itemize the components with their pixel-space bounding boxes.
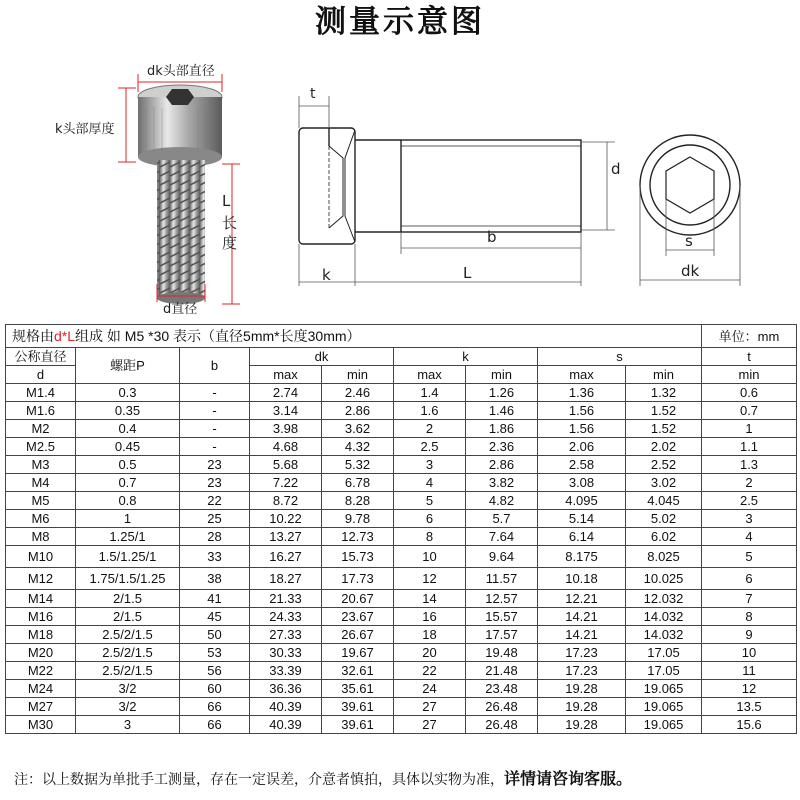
table-cell: 1.26 <box>466 384 538 402</box>
table-cell: 14.032 <box>626 608 702 626</box>
table-cell: 3.08 <box>538 474 626 492</box>
footnote-text: 注：以上数据为单批手工测量，存在一定误差，介意者慎拍，具体以实物为准， <box>14 772 504 788</box>
table-cell: 22 <box>180 492 250 510</box>
table-cell: 1.86 <box>466 420 538 438</box>
caption-prefix: 规格由 <box>12 327 54 344</box>
table-cell: M2 <box>6 420 76 438</box>
table-cell: 15.57 <box>466 608 538 626</box>
header-row-top <box>6 348 797 366</box>
table-row <box>6 528 797 546</box>
table-cell: 20.67 <box>322 590 394 608</box>
table-row <box>6 644 797 662</box>
table-cell: 17.23 <box>538 662 626 680</box>
table-cell: 1.1 <box>702 438 797 456</box>
table-cell: 4.68 <box>250 438 322 456</box>
table-cell: M14 <box>6 590 76 608</box>
drawing-d-label: d <box>611 160 621 178</box>
table-cell: 18.27 <box>250 568 322 590</box>
table-cell: 3.62 <box>322 420 394 438</box>
bolt-photo-illustration <box>0 52 270 322</box>
table-cell: 17.73 <box>322 568 394 590</box>
caption-suffix: 组成 如 M5 *30 表示（直径5mm*长度30mm） <box>75 327 361 344</box>
table-row <box>6 420 797 438</box>
table-cell: 14 <box>394 590 466 608</box>
header-nominal-diameter: 公称直径 <box>6 348 76 366</box>
table-cell: 2 <box>394 420 466 438</box>
header-k-max: max <box>394 366 466 384</box>
table-cell: 8.025 <box>626 546 702 568</box>
table-cell: 12.57 <box>466 590 538 608</box>
table-cell: 5 <box>394 492 466 510</box>
table-cell: 3 <box>702 510 797 528</box>
table-row <box>6 402 797 420</box>
table-cell: 5 <box>702 546 797 568</box>
table-cell: M16 <box>6 608 76 626</box>
table-cell: 3/2 <box>76 698 180 716</box>
table-cell: M24 <box>6 680 76 698</box>
table-row <box>6 608 797 626</box>
table-cell: 24 <box>394 680 466 698</box>
table-cell: 28 <box>180 528 250 546</box>
table-cell: 5.14 <box>538 510 626 528</box>
table-cell: 6.14 <box>538 528 626 546</box>
table-cell: 8.72 <box>250 492 322 510</box>
table-cell: 11.57 <box>466 568 538 590</box>
L-length-char1: 长 <box>222 214 238 232</box>
table-cell: 50 <box>180 626 250 644</box>
table-cell: M20 <box>6 644 76 662</box>
table-cell: 2.52 <box>626 456 702 474</box>
table-cell: 1.32 <box>626 384 702 402</box>
table-cell: 0.8 <box>76 492 180 510</box>
table-cell: 12 <box>394 568 466 590</box>
table-cell: 1.6 <box>394 402 466 420</box>
table-cell: 1 <box>76 510 180 528</box>
table-cell: 27 <box>394 716 466 734</box>
table-row <box>6 662 797 680</box>
table-cell: M18 <box>6 626 76 644</box>
table-cell: M12 <box>6 568 76 590</box>
table-cell: 12 <box>702 680 797 698</box>
table-cell: 4.095 <box>538 492 626 510</box>
table-cell: M1.6 <box>6 402 76 420</box>
table-cell: 15.73 <box>322 546 394 568</box>
table-cell: 0.3 <box>76 384 180 402</box>
page-title: 测量示意图 <box>315 4 485 40</box>
table-cell: 3 <box>394 456 466 474</box>
table-cell: 60 <box>180 680 250 698</box>
table-cell: M3 <box>6 456 76 474</box>
table-cell: 0.7 <box>702 402 797 420</box>
table-cell: 40.39 <box>250 716 322 734</box>
table-cell: 10.22 <box>250 510 322 528</box>
table-cell: 0.5 <box>76 456 180 474</box>
table-cell: 4 <box>702 528 797 546</box>
table-cell: 23 <box>180 474 250 492</box>
table-row <box>6 698 797 716</box>
table-cell: 13.5 <box>702 698 797 716</box>
table-cell: M6 <box>6 510 76 528</box>
table-cell: 66 <box>180 698 250 716</box>
table-cell: 9.64 <box>466 546 538 568</box>
table-cell: 41 <box>180 590 250 608</box>
table-cell: 1 <box>702 420 797 438</box>
table-row <box>6 510 797 528</box>
table-cell: 22 <box>394 662 466 680</box>
table-cell: 19.28 <box>538 698 626 716</box>
footnote <box>14 766 794 789</box>
table-cell: 19.065 <box>626 716 702 734</box>
k-label: k头部厚度 <box>55 122 115 137</box>
table-cell: 5.02 <box>626 510 702 528</box>
d-label: d直径 <box>163 302 198 317</box>
table-row <box>6 546 797 568</box>
table-cell: 0.6 <box>702 384 797 402</box>
table-row <box>6 568 797 590</box>
table-cell: 2.36 <box>466 438 538 456</box>
table-cell: 1.4 <box>394 384 466 402</box>
header-d: d <box>6 366 76 384</box>
drawing-b-label: b <box>487 228 497 246</box>
table-cell: 1.52 <box>626 420 702 438</box>
footnote-contact: 详情请咨询客服。 <box>504 769 633 788</box>
header-k-min: min <box>466 366 538 384</box>
bolt-photo <box>0 52 270 322</box>
table-cell: 12.73 <box>322 528 394 546</box>
L-length-char2: 度 <box>222 234 238 252</box>
bolt-line-drawing <box>285 90 800 300</box>
table-cell: M4 <box>6 474 76 492</box>
table-cell: 18 <box>394 626 466 644</box>
table-cell: 23.67 <box>322 608 394 626</box>
table-cell: 1.36 <box>538 384 626 402</box>
table-cell: 0.45 <box>76 438 180 456</box>
table-row <box>6 492 797 510</box>
table-cell: 3/2 <box>76 680 180 698</box>
table-cell: 3 <box>76 716 180 734</box>
table-cell: 1.56 <box>538 402 626 420</box>
caption-highlight: d*L <box>54 327 76 344</box>
header-s-min: min <box>626 366 702 384</box>
drawing-t-label: t <box>310 86 316 102</box>
table-cell: 15.6 <box>702 716 797 734</box>
table-cell: 2.5/2/1.5 <box>76 644 180 662</box>
table-cell: - <box>180 402 250 420</box>
table-cell: 0.7 <box>76 474 180 492</box>
table-cell: 39.61 <box>322 716 394 734</box>
table-cell: 2.5/2/1.5 <box>76 662 180 680</box>
table-cell: 32.61 <box>322 662 394 680</box>
table-cell: 8 <box>394 528 466 546</box>
table-cell: 16.27 <box>250 546 322 568</box>
table-cell: 9.78 <box>322 510 394 528</box>
table-row <box>6 626 797 644</box>
table-cell: 10 <box>394 546 466 568</box>
drawing-s-label: s <box>685 232 693 250</box>
dk-label: dk头部直径 <box>147 64 215 79</box>
table-cell: 33.39 <box>250 662 322 680</box>
header-s-max: max <box>538 366 626 384</box>
table-cell: 2 <box>702 474 797 492</box>
table-cell: 5.32 <box>322 456 394 474</box>
table-cell: 1.5/1.25/1 <box>76 546 180 568</box>
header-b: b <box>180 348 250 384</box>
table-row <box>6 680 797 698</box>
header-k: k <box>394 348 538 366</box>
table-cell: 26.67 <box>322 626 394 644</box>
table-cell: 8.175 <box>538 546 626 568</box>
table-cell: 14.21 <box>538 626 626 644</box>
table-cell: 10 <box>702 644 797 662</box>
header-s: s <box>538 348 702 366</box>
table-cell: M10 <box>6 546 76 568</box>
table-cell: 7 <box>702 590 797 608</box>
table-cell: 1.25/1 <box>76 528 180 546</box>
table-cell: 3.02 <box>626 474 702 492</box>
table-cell: 6.78 <box>322 474 394 492</box>
table-cell: 19.67 <box>322 644 394 662</box>
table-cell: 2/1.5 <box>76 608 180 626</box>
table-cell: 2.5 <box>394 438 466 456</box>
table-row <box>6 474 797 492</box>
table-cell: M30 <box>6 716 76 734</box>
table-cell: 17.05 <box>626 644 702 662</box>
table-cell: - <box>180 384 250 402</box>
table-cell: 1.46 <box>466 402 538 420</box>
table-cell: 13.27 <box>250 528 322 546</box>
table-cell: 6 <box>394 510 466 528</box>
table-cell: 8.28 <box>322 492 394 510</box>
table-cell: 39.61 <box>322 698 394 716</box>
table-cell: 2.5/2/1.5 <box>76 626 180 644</box>
table-cell: 36.36 <box>250 680 322 698</box>
table-cell: 24.33 <box>250 608 322 626</box>
table-cell: 20 <box>394 644 466 662</box>
table-cell: 9 <box>702 626 797 644</box>
table-cell: 19.48 <box>466 644 538 662</box>
table-cell: 33 <box>180 546 250 568</box>
table-cell: M8 <box>6 528 76 546</box>
table-cell: 45 <box>180 608 250 626</box>
table-cell: 6.02 <box>626 528 702 546</box>
table-cell: 0.4 <box>76 420 180 438</box>
table-cell: 14.032 <box>626 626 702 644</box>
table-cell: 3.82 <box>466 474 538 492</box>
table-cell: 5.68 <box>250 456 322 474</box>
table-cell: 5.7 <box>466 510 538 528</box>
table-cell: 26.48 <box>466 698 538 716</box>
table-row <box>6 384 797 402</box>
table-cell: 2.5 <box>702 492 797 510</box>
table-cell: 56 <box>180 662 250 680</box>
table-cell: 17.23 <box>538 644 626 662</box>
table-cell: 10.025 <box>626 568 702 590</box>
table-cell: 66 <box>180 716 250 734</box>
header-dk-min: min <box>322 366 394 384</box>
table-cell: 2.46 <box>322 384 394 402</box>
header-t-min: min <box>702 366 797 384</box>
table-cell: 4.045 <box>626 492 702 510</box>
table-cell: 19.065 <box>626 680 702 698</box>
table-cell: - <box>180 420 250 438</box>
table-cell: M5 <box>6 492 76 510</box>
table-cell: 0.35 <box>76 402 180 420</box>
L-letter-label: L <box>222 192 231 210</box>
table-cell: 30.33 <box>250 644 322 662</box>
drawing-dk-label: dk <box>681 262 700 280</box>
table-cell: 17.57 <box>466 626 538 644</box>
table-row <box>6 438 797 456</box>
table-cell: 19.28 <box>538 716 626 734</box>
table-cell: M22 <box>6 662 76 680</box>
table-cell: 25 <box>180 510 250 528</box>
table-cell: 2.06 <box>538 438 626 456</box>
table-cell: 1.75/1.5/1.25 <box>76 568 180 590</box>
table-cell: 53 <box>180 644 250 662</box>
table-cell: 2.86 <box>322 402 394 420</box>
table-cell: 21.48 <box>466 662 538 680</box>
table-cell: - <box>180 438 250 456</box>
header-t: t <box>702 348 797 366</box>
table-cell: 40.39 <box>250 698 322 716</box>
table-cell: 2/1.5 <box>76 590 180 608</box>
table-cell: 19.065 <box>626 698 702 716</box>
table-cell: 11 <box>702 662 797 680</box>
unit-label: 单位：mm <box>702 325 797 348</box>
spec-caption <box>6 325 702 348</box>
table-row <box>6 590 797 608</box>
table-cell: 35.61 <box>322 680 394 698</box>
table-cell: 4.82 <box>466 492 538 510</box>
table-cell: 1.56 <box>538 420 626 438</box>
table-cell: 4 <box>394 474 466 492</box>
table-cell: 23.48 <box>466 680 538 698</box>
table-cell: 19.28 <box>538 680 626 698</box>
header-dk-max: max <box>250 366 322 384</box>
table-cell: 2.74 <box>250 384 322 402</box>
table-cell: 7.64 <box>466 528 538 546</box>
header-pitch: 螺距P <box>76 348 180 384</box>
table-cell: 17.05 <box>626 662 702 680</box>
table-cell: 2.02 <box>626 438 702 456</box>
header-dk: dk <box>250 348 394 366</box>
table-cell: M2.5 <box>6 438 76 456</box>
table-cell: 26.48 <box>466 716 538 734</box>
table-cell: 1.3 <box>702 456 797 474</box>
table-cell: 2.58 <box>538 456 626 474</box>
spec-table <box>5 324 797 734</box>
table-cell: 21.33 <box>250 590 322 608</box>
table-cell: 8 <box>702 608 797 626</box>
table-row <box>6 456 797 474</box>
table-cell: 3.98 <box>250 420 322 438</box>
table-row <box>6 716 797 734</box>
table-cell: 10.18 <box>538 568 626 590</box>
table-cell: M27 <box>6 698 76 716</box>
table-cell: 16 <box>394 608 466 626</box>
drawing-L-label: L <box>463 264 472 282</box>
table-cell: 14.21 <box>538 608 626 626</box>
caption-row <box>6 325 797 348</box>
table-cell: 1.52 <box>626 402 702 420</box>
table-cell: 3.14 <box>250 402 322 420</box>
table-cell: M1.4 <box>6 384 76 402</box>
table-cell: 2.86 <box>466 456 538 474</box>
table-cell: 27.33 <box>250 626 322 644</box>
table-cell: 6 <box>702 568 797 590</box>
technical-drawing <box>285 86 800 300</box>
drawing-k-label: k <box>322 266 331 284</box>
table-cell: 7.22 <box>250 474 322 492</box>
table-cell: 4.32 <box>322 438 394 456</box>
table-cell: 23 <box>180 456 250 474</box>
table-cell: 38 <box>180 568 250 590</box>
table-cell: 12.032 <box>626 590 702 608</box>
table-cell: 12.21 <box>538 590 626 608</box>
table-cell: 27 <box>394 698 466 716</box>
